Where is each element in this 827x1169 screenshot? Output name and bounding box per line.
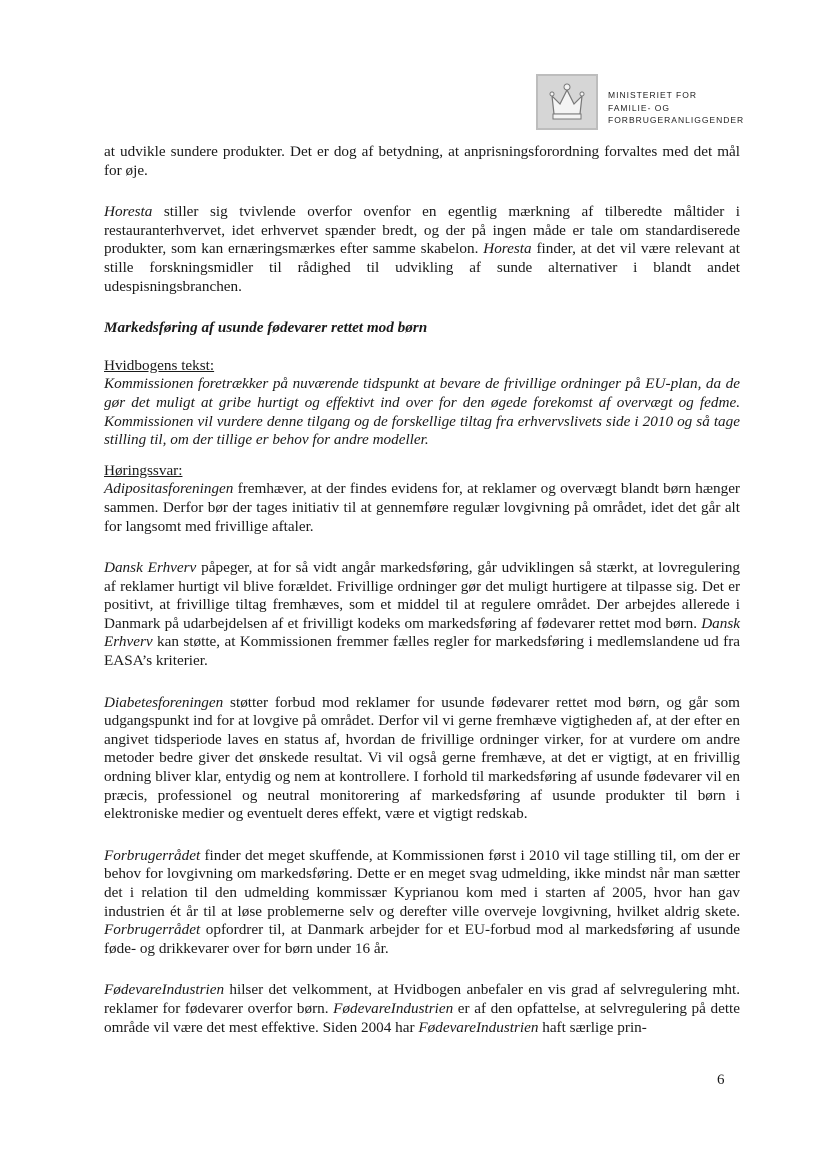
org-name: FødevareIndustrien bbox=[333, 999, 454, 1017]
org-name: Horesta bbox=[483, 240, 532, 258]
org-name: Dansk Erhverv bbox=[104, 614, 740, 651]
org-name: Diabetesforeningen bbox=[104, 693, 224, 711]
org-name: Dansk Erhverv bbox=[104, 559, 197, 577]
ministry-name bbox=[608, 89, 744, 127]
paragraph-forbrugerraadet bbox=[104, 847, 740, 959]
paragraph-adipositas bbox=[104, 480, 740, 536]
crown-emblem-icon bbox=[536, 74, 598, 130]
paragraph-foedevareindustrien bbox=[104, 981, 740, 1037]
paragraph-text: påpeger, at for så vidt angår markedsføring, går udviklingen så stærkt, at lovregulering af reklamer hurtigt vil blive forældet. Frivillige ordninger gør det muligt hurtigere at tilpasse sig. Det er positivt, at frivillige tiltag fremhæves, som et middel til at regulere området. Der arbejdes allerede i Danmark på udarbejdelsen af et frivilligt kodeks om markedsføring af fødevarer rettet mod børn. bbox=[104, 559, 741, 632]
org-name: Forbrugerrådet bbox=[104, 921, 201, 939]
paragraph-text: finder det meget skuffende, at Kommissionen først i 2010 vil tage stilling til, om der er behov for lovgivning om markedsføring. Dette er en meget svag udmelding, ikke mindst når man sætter det i relation til den udmelding kommissær Kyprianou kom med i starten af 2005, hvor han gav industrien ét år til at løse problemerne selv og derefter ville overveje lovgivning, hvilket aldrig skete. bbox=[104, 846, 740, 920]
whitepaper-label: Hvidbogens tekst: bbox=[104, 356, 215, 374]
paragraph-text: støtter forbud mod reklamer for usunde fødevarer rettet mod børn, og går som udgangspunkt ind for at lovgive på området. Derfor vil vi gerne fremhæve vigtigheden af, at der efter en angivet tidsperiode laves en status af, hvordan de frivillige ordninger virker, for at vurdere om andre metoder bedre giver det ønskede resultat. Vi vil også gerne fremhæve, at det er vigtigt, at en frivillig ordning bliver klar, entydig og nem at kontrollere. I forhold til markedsføring af usunde fødevarer vil en præcis, professionel og neutral monitorering af markedsføring af usunde produkter til børn i elektroniske medier og eventuelt deres effekt, være et vigtigt redskab. bbox=[104, 693, 740, 823]
paragraph-text: stiller sig tvivlende overfor ovenfor en egentlig mærkning af tilberedte måltider i restauranterhvervet, idet erhvervet spænder bredt, og der på ingen måde er tale om standardiserede produkter, som kan ernæringsmærkes efter samme skabelon. bbox=[104, 203, 740, 258]
page-number: 6 bbox=[717, 1072, 725, 1088]
paragraph-text: fremhæver, at der findes evidens for, at reklamer og overvægt blandt børn hænger sammen. Derfor bør der tages initiativ til at gennemføre regulær lovgivning på området, idet det går alt for langsomt med frivillige aftaler. bbox=[104, 480, 740, 535]
paragraph-diabetes bbox=[104, 694, 740, 824]
paragraph-text: hilser det velkomment, at Hvidbogen anbefaler en vis grad af selvregulering mht. reklamer for fødevarer overfor børn. bbox=[104, 981, 740, 1017]
org-name: Horesta bbox=[104, 203, 153, 221]
org-name: FødevareIndustrien bbox=[418, 1018, 539, 1036]
ministry-line: MINISTERIET FOR bbox=[608, 90, 697, 100]
quote-text: Kommissionen foretrækker på nuværende tidspunkt at bevare de frivillige ordninger på EU-plan, da de gør det muligt at gribe hurtigt og effektivt ind over for den øgede forekomst af overvægt og fedme. Kommissionen vil vurdere denne tilgang og de forskellige tiltag fra erhvervslivets side i 2010 og så tage stilling til, om der tillige er behov for andre modeller. bbox=[104, 375, 740, 449]
paragraph-intro: at udvikle sundere produkter. Det er dog af betydning, at anprisningsforordning forvaltes med det mål for øje. bbox=[104, 143, 740, 179]
paragraph-text: haft særlige prin- bbox=[538, 1018, 647, 1036]
org-name: Forbrugerrådet bbox=[104, 846, 201, 864]
org-name: FødevareIndustrien bbox=[104, 981, 225, 999]
hearing-label: Høringssvar: bbox=[104, 461, 183, 479]
paragraph-text: kan støtte, at Kommissionen fremmer fælles regler for markedsføring i medlemslandene ud fra EASA’s kriterier. bbox=[104, 633, 740, 670]
paragraph-dansk-erhverv bbox=[104, 559, 740, 671]
ministry-line: FORBRUGERANLIGGENDER bbox=[608, 115, 745, 125]
whitepaper-text bbox=[104, 375, 740, 449]
paragraph-text: opfordrer til, at Danmark arbejder for et EU-forbud mod al markedsføring af usunde føde- og drikkevarer over for børn under 16 år. bbox=[104, 921, 740, 957]
paragraph-text: er af den opfattelse, at selvregulering på dette område vil være det mest effektive. Siden 2004 har bbox=[104, 999, 741, 1036]
document-body bbox=[104, 143, 740, 1037]
section-heading: Markedsføring af usunde fødevarer rettet mod børn bbox=[104, 319, 428, 337]
ministry-line: FAMILIE- OG bbox=[608, 102, 671, 113]
paragraph-horesta bbox=[104, 203, 740, 296]
org-name: Adipositasforeningen bbox=[104, 480, 234, 498]
paragraph-text: finder, at det vil være relevant at stille forskningsmidler til rådighed til udvikling af sunde alternativer i blandt andet udespisningsbranchen. bbox=[104, 240, 740, 295]
